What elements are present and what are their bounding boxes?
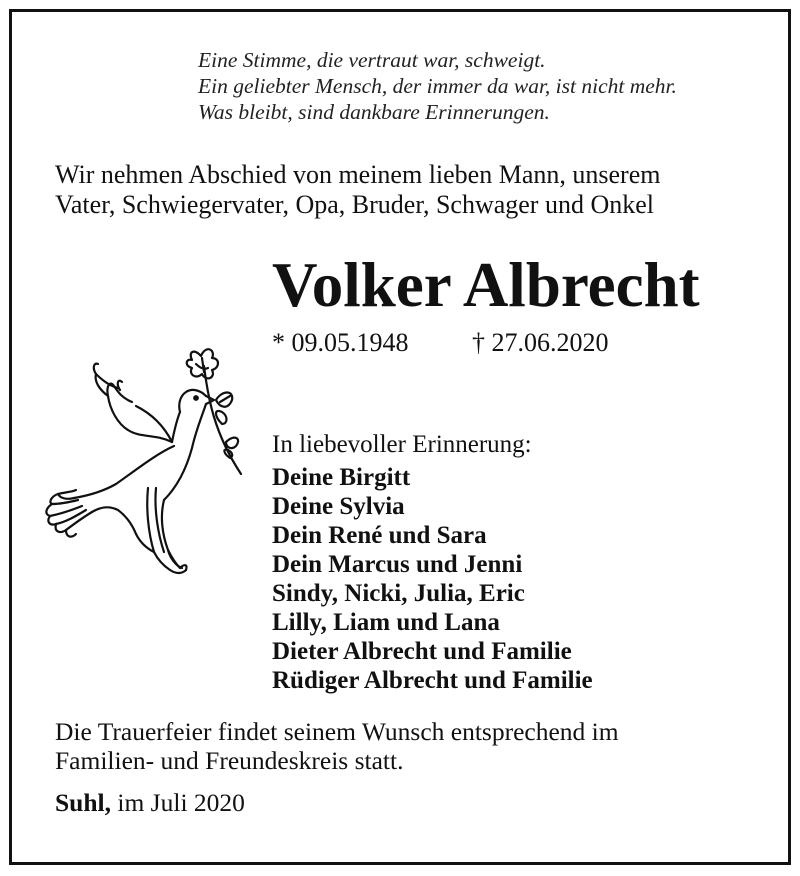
poem-line: Ein geliebter Mensch, der immer da war, ist nicht mehr.	[198, 74, 677, 98]
life-dates	[272, 327, 609, 359]
ceremony-note	[55, 717, 619, 775]
intro-line: Wir nehmen Abschied von meinem lieben Mann, unserem	[55, 160, 661, 189]
list-item: Dieter Albrecht und Familie	[272, 638, 572, 665]
poem-line: Eine Stimme, die vertraut war, schweigt.	[198, 48, 546, 72]
list-item: Dein Marcus und Jenni	[272, 551, 523, 578]
mourners-list	[272, 463, 593, 695]
birth-date: * 09.05.1948	[272, 328, 409, 357]
list-item: Deine Birgitt	[272, 464, 411, 491]
place-city: Suhl,	[55, 788, 112, 817]
poem	[198, 47, 677, 125]
intro-line: Vater, Schwiegervater, Opa, Bruder, Schwager und Onkel	[55, 190, 655, 219]
farewell-intro	[55, 160, 660, 220]
death-date: † 27.06.2020	[472, 328, 609, 357]
place-and-date	[55, 788, 245, 818]
ceremony-line: Familien- und Freundeskreis statt.	[55, 746, 404, 775]
list-item: Lilly, Liam und Lana	[272, 609, 500, 636]
list-item: Sindy, Nicki, Julia, Eric	[272, 580, 525, 607]
list-item: Rüdiger Albrecht und Familie	[272, 667, 593, 694]
poem-line: Was bleibt, sind dankbare Erinnerungen.	[198, 100, 550, 124]
deceased-name: Volker Albrecht	[272, 250, 700, 320]
memory-heading: In liebevoller Erinnerung:	[272, 431, 532, 458]
list-item: Dein René und Sara	[272, 522, 487, 549]
dove-with-olive-branch-icon	[36, 338, 248, 578]
place-date: im Juli 2020	[117, 788, 245, 817]
list-item: Deine Sylvia	[272, 493, 405, 520]
ceremony-line: Die Trauerfeier findet seinem Wunsch entsprechend im	[55, 717, 619, 746]
